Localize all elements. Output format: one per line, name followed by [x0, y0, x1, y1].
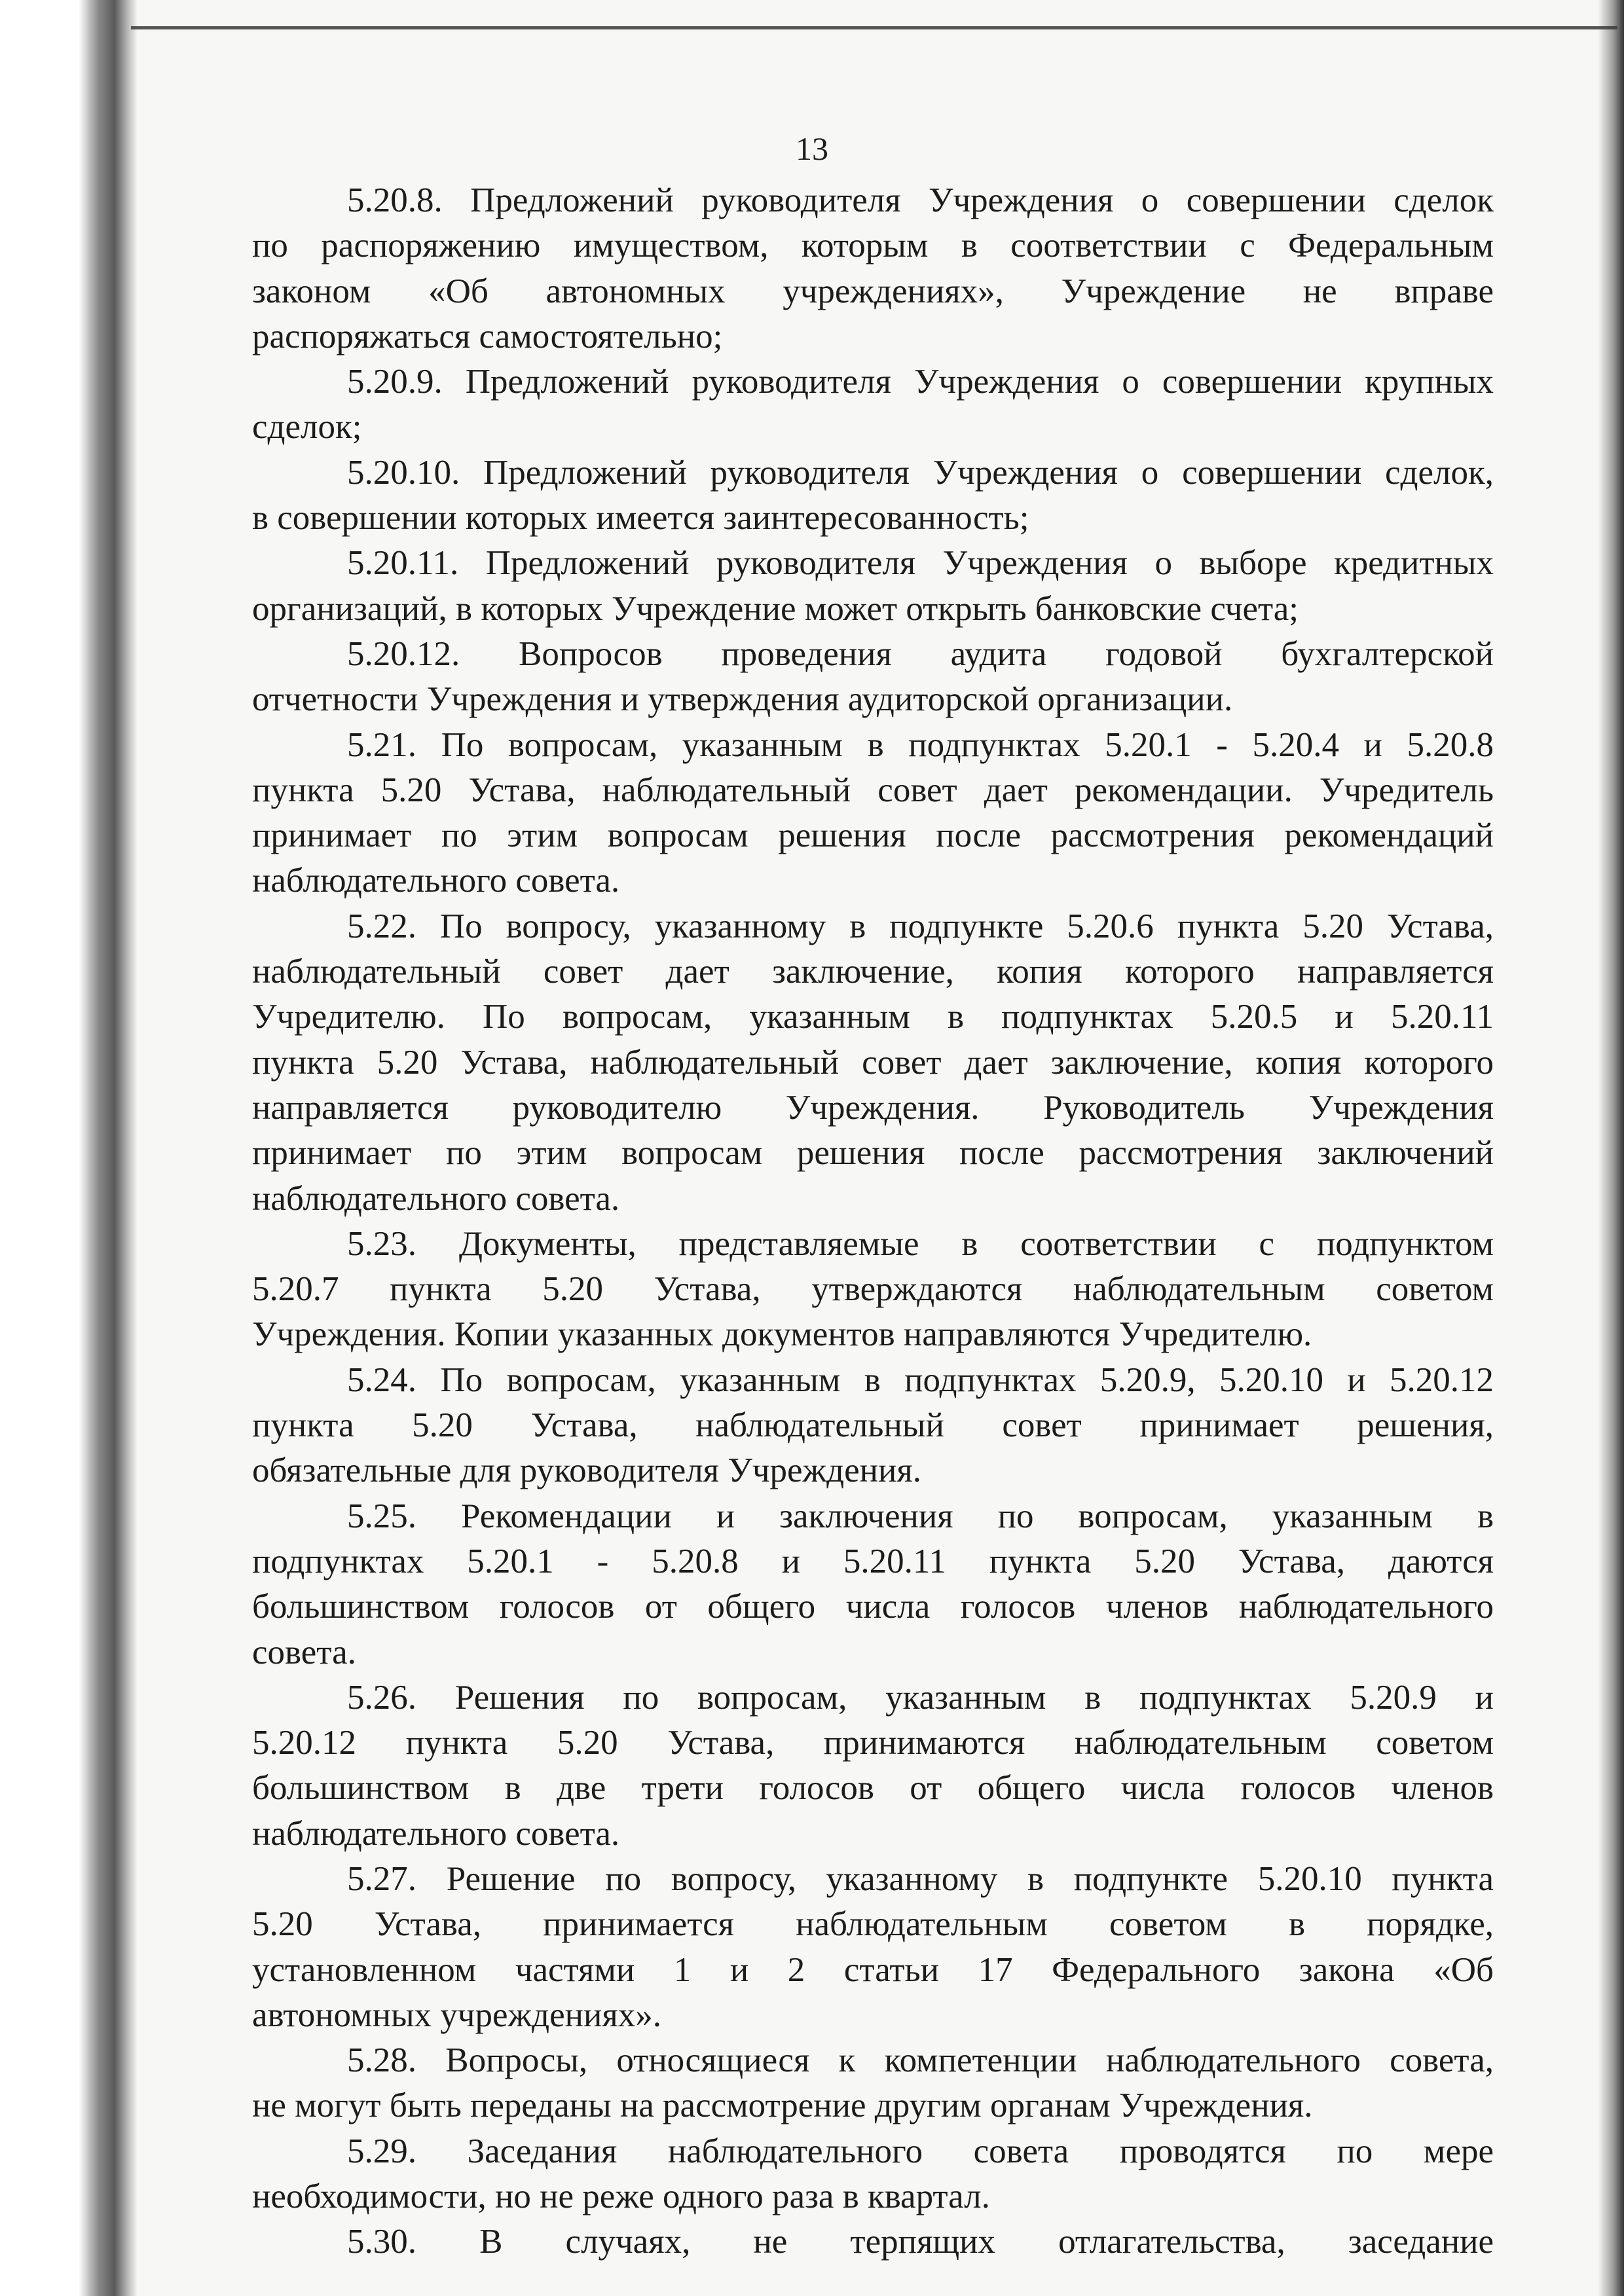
text-line: наблюдательного совета. — [252, 862, 620, 900]
paragraph — [252, 2219, 1494, 2265]
text-line: 5.21. По вопросам, указанным в подпунктах 5.20.1 - 5.20.4 и 5.20.8 — [347, 725, 1494, 764]
text-line: совета. — [252, 1633, 356, 1671]
text-line: 5.20.12 пункта 5.20 Устава, принимаются наблюдательным советом — [252, 1724, 1494, 1762]
text-line: подпунктах 5.20.1 - 5.20.8 и 5.20.11 пункта 5.20 Устава, даются — [252, 1542, 1494, 1580]
paragraph — [252, 2129, 1494, 2220]
text-line: пункта 5.20 Устава, наблюдательный совет дает заключение, копия которого — [252, 1043, 1494, 1082]
text-line: принимает по этим вопросам решения после рассмотрения рекомендаций — [252, 816, 1494, 855]
text-line: 5.22. По вопросу, указанному в подпункте 5.20.6 пункта 5.20 Устава, — [347, 907, 1494, 945]
text-line: 5.20.11. Предложений руководителя Учреждения о выборе кредитных — [347, 544, 1494, 583]
text-line: распоряжаться самостоятельно; — [252, 317, 723, 355]
text-line: 5.24. По вопросам, указанным в подпунктах 5.20.9, 5.20.10 и 5.20.12 — [347, 1360, 1494, 1399]
text-line: пункта 5.20 Устава, наблюдательный совет дает рекомендации. Учредитель — [252, 771, 1494, 809]
text-line: 5.20.8. Предложений руководителя Учреждения о совершении сделок — [347, 181, 1494, 219]
scan-left-edge-shadow — [0, 0, 138, 2296]
text-line: большинством в две трети голосов от общего числа голосов членов — [252, 1769, 1494, 1808]
text-line: по распоряжению имуществом, которым в соответствии с Федеральным — [252, 227, 1494, 265]
text-line: обязательные для руководителя Учреждения. — [252, 1451, 921, 1490]
text-line: 5.20 Устава, принимается наблюдательным советом в порядке, — [252, 1905, 1494, 1944]
text-line: наблюдательного совета. — [252, 1179, 620, 1218]
text-line: необходимости, но не реже одного раза в квартал. — [252, 2178, 990, 2216]
paragraph — [252, 1358, 1494, 1494]
paragraph — [252, 450, 1494, 541]
text-line: Учреждения. Копии указанных документов направляются Учредителю. — [252, 1315, 1312, 1354]
text-line: 5.20.12. Вопросов проведения аудита годовой бухгалтерской — [347, 634, 1494, 673]
text-line: 5.20.7 пункта 5.20 Устава, утверждаются наблюдательным советом — [252, 1270, 1494, 1309]
text-line: установленном частями 1 и 2 статьи 17 Федерального закона «Об — [252, 1950, 1494, 1989]
text-line: отчетности Учреждения и утверждения аудиторской организации. — [252, 680, 1233, 719]
text-line: в совершении которых имеется заинтересованность; — [252, 499, 1029, 538]
text-line: автономных учреждениях». — [252, 1995, 661, 2034]
text-line: большинством голосов от общего числа голосов членов наблюдательного — [252, 1588, 1494, 1626]
text-line: 5.30. В случаях, не терпящих отлагательства, заседание — [347, 2223, 1494, 2261]
paragraph — [252, 632, 1494, 723]
text-line: законом «Об автономных учреждениях», Учреждение не вправе — [252, 272, 1494, 310]
scan-right-edge-shadow — [1598, 0, 1624, 2296]
page-number: 13 — [796, 130, 828, 167]
paragraph — [252, 178, 1494, 359]
text-line: наблюдательный совет дает заключение, копия которого направляется — [252, 953, 1494, 991]
text-line: 5.29. Заседания наблюдательного совета проводятся по мере — [347, 2132, 1494, 2170]
text-line: 5.26. Решения по вопросам, указанным в подпунктах 5.20.9 и — [347, 1678, 1494, 1717]
text-line: направляется руководителю Учреждения. Руководитель Учреждения — [252, 1088, 1494, 1127]
document-body — [252, 178, 1494, 2265]
paragraph — [252, 904, 1494, 1222]
paragraph — [252, 1222, 1494, 1358]
text-line: Учредителю. По вопросам, указанным в подпунктах 5.20.5 и 5.20.11 — [252, 998, 1494, 1036]
text-line: 5.28. Вопросы, относящиеся к компетенции наблюдательного совета, — [347, 2041, 1494, 2080]
text-line: 5.25. Рекомендации и заключения по вопросам, указанным в — [347, 1497, 1494, 1535]
text-line: не могут быть переданы на рассмотрение другим органам Учреждения. — [252, 2086, 1313, 2125]
text-line: пункта 5.20 Устава, наблюдательный совет принимает решения, — [252, 1406, 1494, 1445]
text-line: принимает по этим вопросам решения после рассмотрения заключений — [252, 1134, 1494, 1173]
paragraph — [252, 723, 1494, 904]
paragraph — [252, 1494, 1494, 1675]
text-line: 5.27. Решение по вопросу, указанному в подпункте 5.20.10 пункта — [347, 1859, 1494, 1898]
paragraph — [252, 541, 1494, 632]
text-line: 5.20.9. Предложений руководителя Учреждения о совершении крупных — [347, 363, 1494, 401]
scan-top-line — [131, 26, 1617, 29]
paragraph — [252, 359, 1494, 450]
text-line: сделок; — [252, 408, 362, 446]
text-line: наблюдательного совета. — [252, 1814, 620, 1853]
paragraph — [252, 1675, 1494, 1857]
text-line: 5.23. Документы, представляемые в соответствии с подпунктом — [347, 1224, 1494, 1263]
text-line: организаций, в которых Учреждение может открыть банковские счета; — [252, 589, 1299, 628]
text-line: 5.20.10. Предложений руководителя Учреждения о совершении сделок, — [347, 453, 1494, 492]
paragraph — [252, 2038, 1494, 2129]
paragraph — [252, 1857, 1494, 2038]
